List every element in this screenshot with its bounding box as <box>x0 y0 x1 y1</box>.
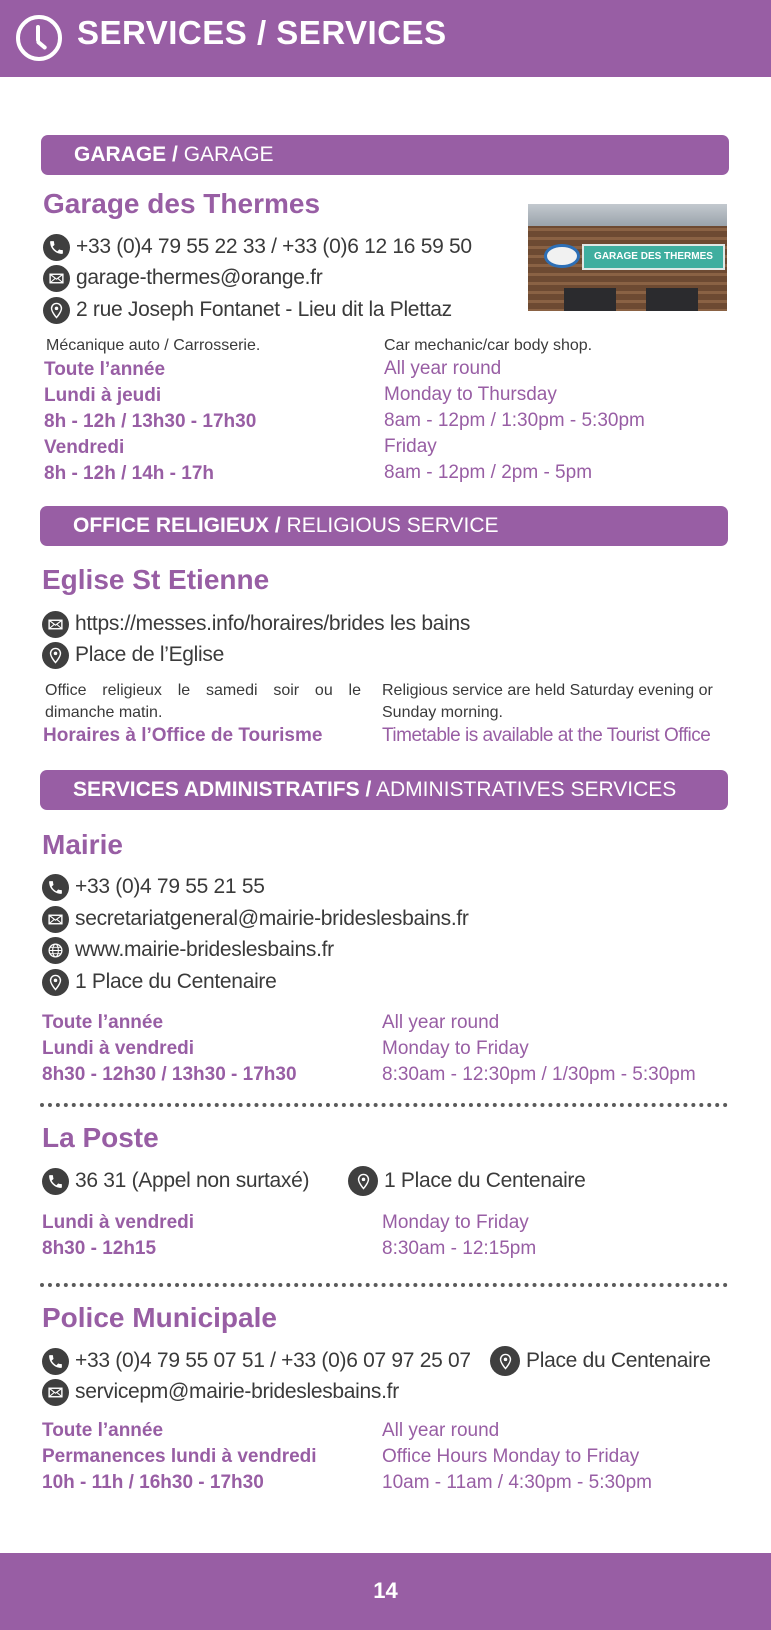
police-phone-row <box>42 1347 471 1375</box>
garage-description-fr: Mécanique auto / Carrosserie. <box>46 337 261 354</box>
church-description-en: Religious service are held Saturday evening or Sunday morning. <box>382 682 713 721</box>
garage-hours-en-line: Monday to Thursday <box>384 384 557 405</box>
garage-description-en: Car mechanic/car body shop. <box>384 337 593 354</box>
envelope-icon <box>42 906 69 933</box>
mairie-email-row <box>42 905 469 933</box>
location-pin-icon <box>42 642 69 669</box>
page-title: SERVICES / SERVICES <box>77 14 447 51</box>
poste-address[interactable]: 1 Place du Centenaire <box>384 1169 586 1192</box>
garage-logo <box>544 244 580 268</box>
police-email[interactable]: servicepm@mairie-brideslesbains.fr <box>75 1380 399 1403</box>
phone-icon <box>42 874 69 901</box>
police-hours-en-line: 10am - 11am / 4:30pm - 5:30pm <box>382 1472 652 1493</box>
garage-hours-fr-line: Lundi à jeudi <box>44 385 162 406</box>
church-address-row <box>42 641 224 669</box>
garage-hours-fr-line: 8h - 12h / 14h - 17h <box>44 463 214 484</box>
poste-hours-en-line: Monday to Friday <box>382 1212 529 1233</box>
dotted-divider <box>40 1103 728 1107</box>
police-email-row <box>42 1378 399 1406</box>
page-footer <box>0 1553 771 1630</box>
band-title-fr: SERVICES ADMINISTRATIFS / <box>73 778 372 801</box>
mairie-hours-en-line: 8:30am - 12:30pm / 1/30pm - 5:30pm <box>382 1064 696 1085</box>
garage-hours-en-line: 8am - 12pm / 1:30pm - 5:30pm <box>384 410 645 431</box>
garage-email[interactable]: garage-thermes@orange.fr <box>76 266 323 289</box>
garage-address[interactable]: 2 rue Joseph Fontanet - Lieu dit la Plettaz <box>76 298 452 321</box>
envelope-icon <box>42 1379 69 1406</box>
poste-address-row <box>348 1167 586 1195</box>
page-header <box>0 0 771 77</box>
mairie-hours-fr-line: 8h30 - 12h30 / 13h30 - 17h30 <box>42 1064 297 1085</box>
police-hours-en-line: Office Hours Monday to Friday <box>382 1446 640 1467</box>
section-band-religious <box>40 506 728 546</box>
poste-hours-en-line: 8:30am - 12:15pm <box>382 1238 537 1259</box>
mairie-hours-en-line: Monday to Friday <box>382 1038 529 1059</box>
mairie-hours-fr-line: Lundi à vendredi <box>42 1038 195 1059</box>
band-title-en: ADMINISTRATIVES SERVICES <box>376 778 677 801</box>
police-address[interactable]: Place du Centenaire <box>526 1349 711 1372</box>
envelope-icon <box>42 611 69 638</box>
poste-hours-fr-line: 8h30 - 12h15 <box>42 1238 157 1259</box>
garage-address-row <box>43 296 452 324</box>
globe-icon <box>42 937 69 964</box>
garage-hours-fr-line: 8h - 12h / 13h30 - 17h30 <box>44 411 257 432</box>
phone-icon <box>42 1168 69 1195</box>
mairie-phone-row <box>42 873 265 901</box>
section-band-admin <box>40 770 728 810</box>
church-website[interactable]: https://messes.info/horaires/brides les bains <box>75 612 471 635</box>
mairie-email[interactable]: secretariatgeneral@mairie-brideslesbains.fr <box>75 907 469 930</box>
church-website-row <box>42 610 470 638</box>
location-pin-icon <box>42 969 69 996</box>
poste-name: La Poste <box>42 1122 159 1153</box>
church-hours-fr: Horaires à l’Office de Tourisme <box>43 725 323 746</box>
phone-icon <box>43 234 70 261</box>
phone-icon <box>42 1348 69 1375</box>
mairie-address-row <box>42 968 277 996</box>
police-hours-fr-line: 10h - 11h / 16h30 - 17h30 <box>42 1472 264 1493</box>
police-address-row <box>490 1347 711 1375</box>
garage-sign: GARAGE DES THERMES <box>582 244 725 270</box>
mairie-website[interactable]: www.mairie-brideslesbains.fr <box>75 938 334 961</box>
garage-hours-fr-line: Toute l’année <box>44 359 166 380</box>
garage-hours-en-line: Friday <box>384 436 437 457</box>
police-hours-en-line: All year round <box>382 1420 500 1441</box>
police-name: Police Municipale <box>42 1302 277 1333</box>
church-name: Eglise St Etienne <box>42 564 270 595</box>
mairie-hours-fr-line: Toute l’année <box>42 1012 164 1033</box>
police-hours-fr-line: Toute l’année <box>42 1420 164 1441</box>
location-pin-icon <box>490 1346 520 1376</box>
poste-phone[interactable]: 36 31 (Appel non surtaxé) <box>75 1169 310 1192</box>
garage-name: Garage des Thermes <box>43 188 321 219</box>
page-number: 14 <box>373 1578 398 1603</box>
mairie-address[interactable]: 1 Place du Centenaire <box>75 970 277 993</box>
garage-phone[interactable]: +33 (0)4 79 55 22 33 / +33 (0)6 12 16 59 50 <box>76 235 472 258</box>
mairie-website-row <box>42 936 334 964</box>
poste-hours-fr-line: Lundi à vendredi <box>42 1212 195 1233</box>
section-band-garage <box>41 135 729 175</box>
envelope-icon <box>43 265 70 292</box>
garage-hours-fr-line: Vendredi <box>44 437 125 458</box>
dotted-divider <box>40 1283 728 1287</box>
mairie-phone[interactable]: +33 (0)4 79 55 21 55 <box>75 875 265 898</box>
garage-email-row <box>43 264 322 292</box>
band-title-en: RELIGIOUS SERVICE <box>286 514 499 537</box>
location-pin-icon <box>348 1166 378 1196</box>
clock-icon <box>16 15 62 61</box>
church-hours-en: Timetable is available at the Tourist Office <box>382 725 711 746</box>
police-hours-fr-line: Permanences lundi à vendredi <box>42 1446 317 1467</box>
police-phone[interactable]: +33 (0)4 79 55 07 51 / +33 (0)6 07 97 25 07 <box>75 1349 471 1372</box>
mairie-hours-en-line: All year round <box>382 1012 500 1033</box>
poste-phone-row <box>42 1167 309 1195</box>
mairie-name: Mairie <box>42 829 123 860</box>
church-address[interactable]: Place de l’Eglise <box>75 643 224 666</box>
band-title-fr: OFFICE RELIGIEUX / <box>73 514 281 537</box>
garage-hours-en-line: All year round <box>384 358 502 379</box>
band-title-fr: GARAGE / <box>74 143 178 166</box>
garage-hours-en-line: 8am - 12pm / 2pm - 5pm <box>384 462 593 483</box>
garage-phone-row <box>43 233 472 261</box>
band-title-en: GARAGE <box>183 143 274 166</box>
location-pin-icon <box>43 297 70 324</box>
garage-photo <box>528 204 727 311</box>
church-description-fr: Office religieux le samedi soir ou le dimanche matin. <box>45 682 361 721</box>
